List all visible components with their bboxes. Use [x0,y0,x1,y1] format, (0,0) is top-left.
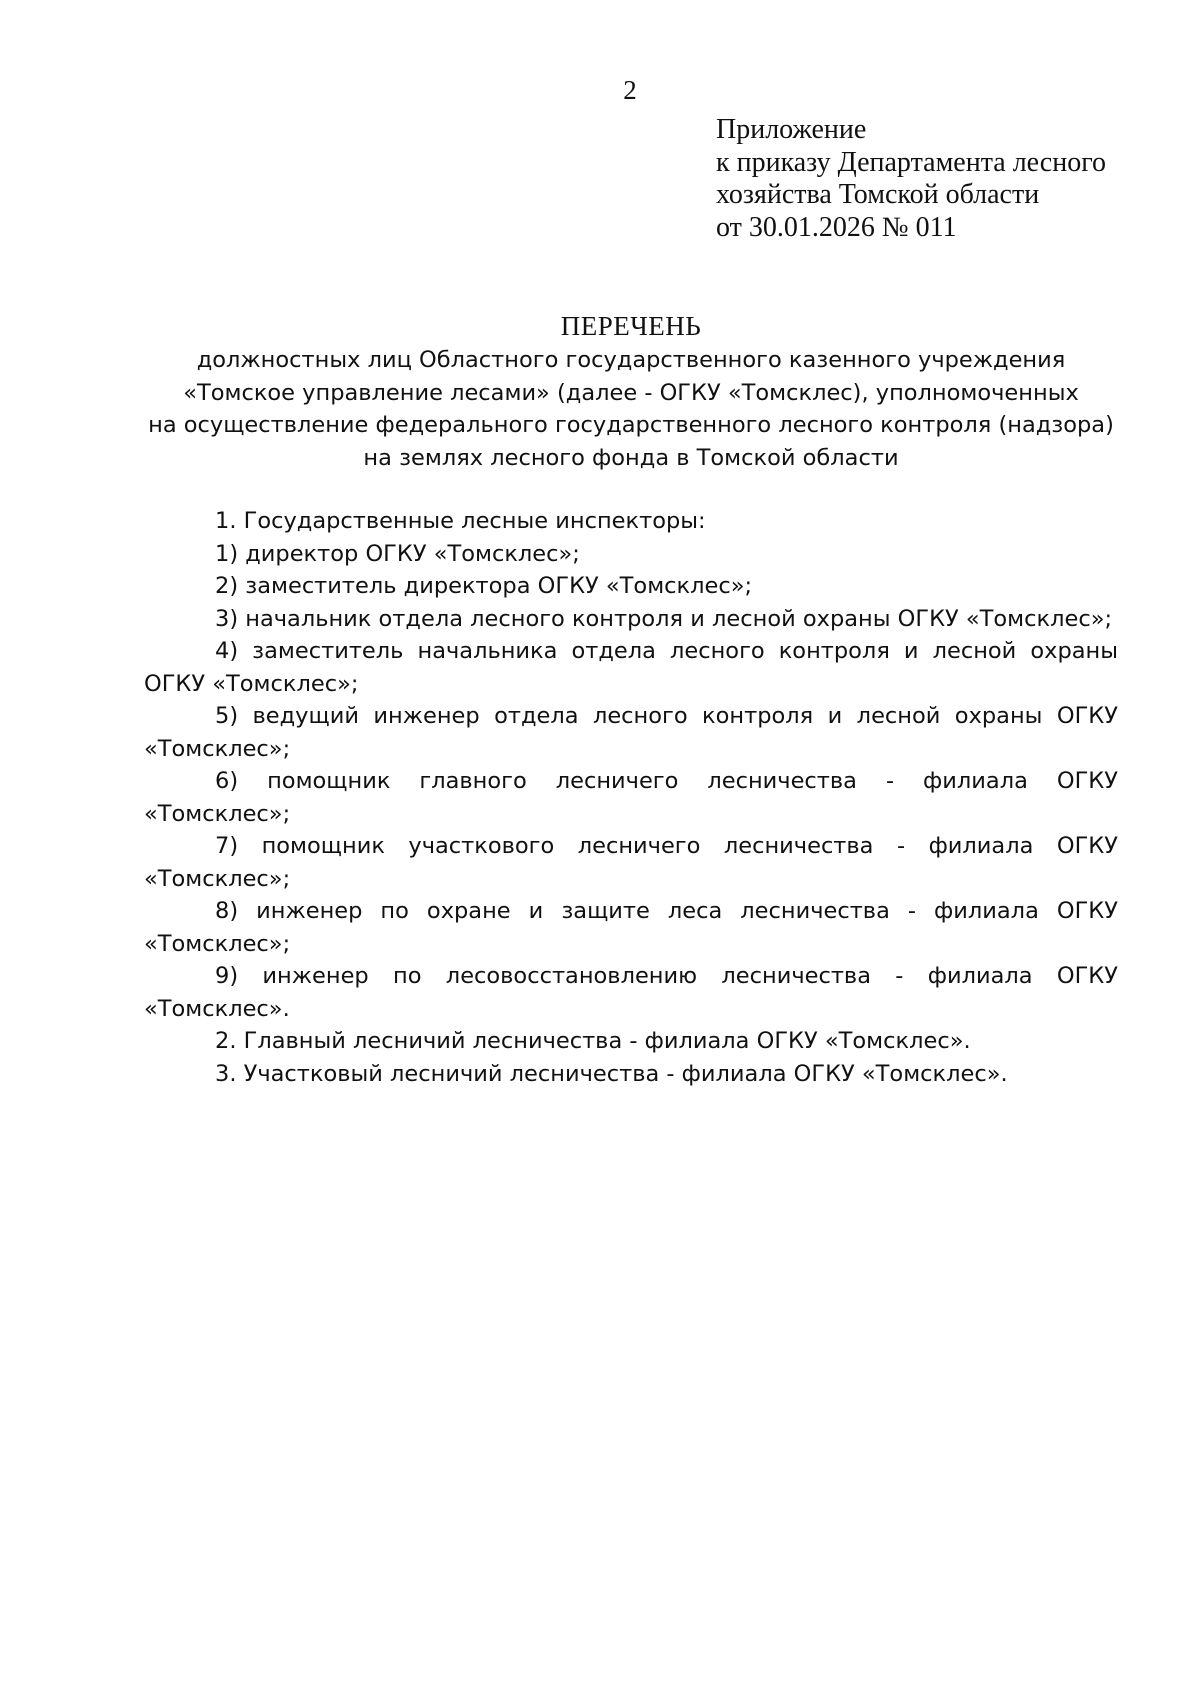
list-item: 5) ведущий инженер отдела лесного контроля и лесной охраны ОГКУ «Томсклес»; [144,703,1118,762]
appendix-header [716,114,1106,244]
list-item: 1) директор ОГКУ «Томсклес»; [215,540,580,567]
document-title: ПЕРЕЧЕНЬ [560,311,702,341]
appendix-line: Приложение [716,114,867,145]
document-body [144,505,1118,1090]
list-item: 9) инженер по лесовосстановлению лесничества - филиала ОГКУ «Томсклес». [144,963,1118,1022]
appendix-line: к приказу Департамента лесного [716,146,1107,178]
list-item: 4) заместитель начальника отдела лесного контроля и лесной охраны ОГКУ «Томсклес»; [144,638,1118,697]
subtitle-line: на землях лесного фонда в Томской области [363,444,899,471]
list-item: 8) инженер по охране и защите леса лесничества - филиала ОГКУ «Томсклес»; [144,898,1118,957]
list-item: 3. Участковый лесничий лесничества - филиала ОГКУ «Томсклес». [215,1060,1008,1087]
page-number: 2 [623,75,637,105]
appendix-line: хозяйства Томской области [716,179,1040,210]
subtitle-line: должностных лиц Областного государственного казенного учреждения [196,347,1066,373]
list-item: 6) помощник главного лесничего лесничества - филиала ОГКУ «Томсклес»; [144,768,1118,827]
list-item: 3) начальник отдела лесного контроля и лесной охраны ОГКУ «Томсклес»; [215,605,1113,632]
list-item: 1. Государственные лесные инспекторы: [215,508,706,534]
list-item: 2) заместитель директора ОГКУ «Томсклес»; [215,573,753,599]
subtitle-line: «Томское управление лесами» (далее - ОГКУ «Томсклес), уполномоченных [183,379,1079,406]
list-item: 7) помощник участкового лесничего лесничества - филиала ОГКУ «Томсклес»; [144,833,1118,892]
document-subtitle [0,344,1200,474]
list-item: 2. Главный лесничий лесничества - филиала ОГКУ «Томсклес». [215,1028,971,1054]
appendix-line: от 30.01.2026 № 011 [716,211,957,243]
subtitle-line: на осуществление федерального государственного лесного контроля (надзора) [148,412,1114,438]
